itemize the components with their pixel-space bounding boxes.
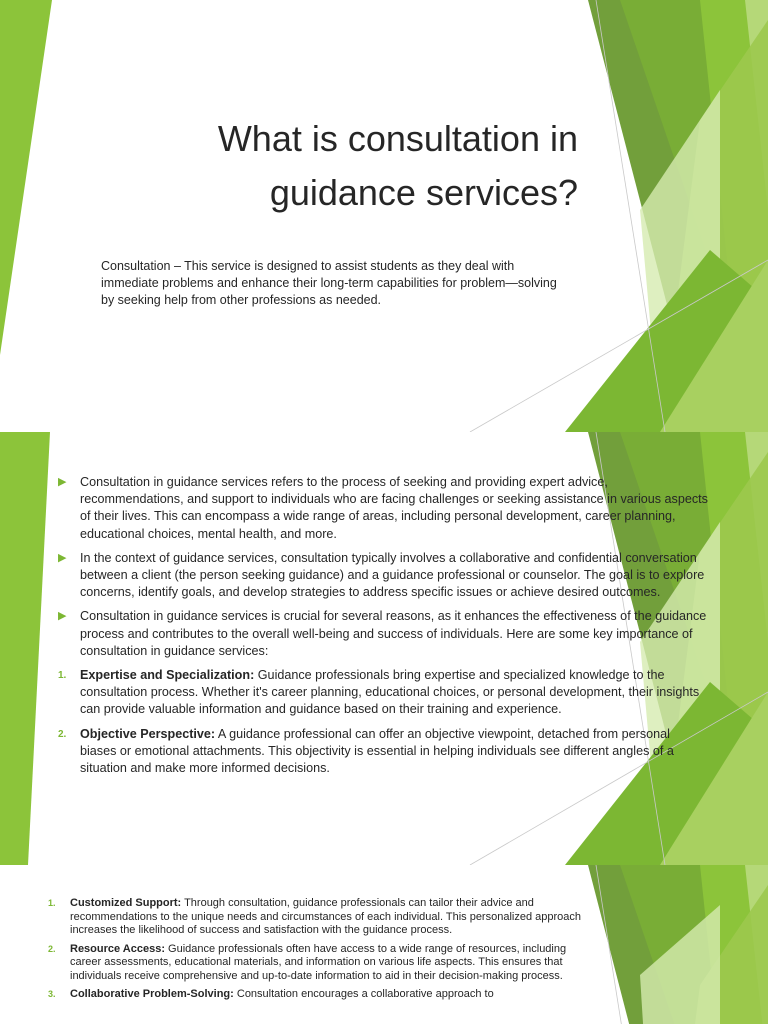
bullet-text: Consultation in guidance services is crucial for several reasons, as it enhances the effectiveness of the guidance process and contributes to the overall well-being and success of individuals. Here are some key importance of consultation in guidance services: xyxy=(80,609,707,658)
item-number: 3. xyxy=(48,989,56,999)
item-heading: Collaborative Problem-Solving: xyxy=(70,988,234,1000)
title-line-1: What is consultation in xyxy=(217,118,578,159)
item-text: Consultation encourages a collaborative approach to xyxy=(233,988,494,1000)
item-text: A guidance professional can offer an objective viewpoint, detached from personal biases or emotional attachments. This objectivity is essential in helping individuals see different angles of a situation and make more informed decisions. xyxy=(80,726,674,776)
numbered-item xyxy=(58,726,708,778)
bullet-item xyxy=(58,608,708,660)
item-heading: Expertise and Specialization: xyxy=(80,668,255,683)
item-text: Through consultation, guidance professionals can tailor their advice and recommendations to the unique needs and circumstances of each individual. This personalized approach increases the likelihood of success and satisfaction with the guidance process. xyxy=(70,897,581,936)
item-text: Guidance professionals bring expertise and specialized knowledge to the consultation process. Whether it's career planning, educational choices, or personal development, their insights can provide valuable information and guidance based on their training and experience. xyxy=(80,668,700,717)
numbered-item xyxy=(58,667,708,719)
numbered-item xyxy=(48,988,588,1002)
item-number: 1. xyxy=(48,898,56,908)
title-line-2: guidance services? xyxy=(269,172,578,213)
item-number: 1. xyxy=(58,670,67,682)
bullet-item xyxy=(58,474,708,543)
triangle-bullet-icon: ▶ xyxy=(58,551,67,564)
item-heading: Customized Support: xyxy=(70,897,182,909)
numbered-item xyxy=(48,943,588,984)
bullet-item xyxy=(58,550,708,602)
slide-1 xyxy=(0,0,768,432)
item-heading: Objective Perspective: xyxy=(80,726,216,741)
bullet-list xyxy=(58,474,708,784)
item-heading: Resource Access: xyxy=(70,942,165,955)
item-number: 2. xyxy=(58,728,67,740)
slide-title xyxy=(150,112,578,220)
intro-paragraph: Consultation – This service is designed to assist students as they deal with immediate problems and enhance their long-term capabilities for problem—solving by seeking help from other professions as needed. xyxy=(101,259,557,307)
item-text: Guidance professionals often have access to a wide range of resources, including career assessments, educational materials, and information on various life aspects. This ensures that individuals receive comprehensive and up-to-date information to aid in their decision-making process. xyxy=(70,942,567,982)
numbered-item xyxy=(48,897,588,938)
bullet-text: Consultation in guidance services refers to the process of seeking and providing expert advice, recommendations, and support to individuals who are facing challenges or seeking assistance in various aspects of their lives. This can encompass a wide range of areas, including personal development, career planning, educational choices, mental health, and more. xyxy=(80,475,708,541)
triangle-bullet-icon: ▶ xyxy=(58,476,67,488)
item-number: 2. xyxy=(48,943,56,954)
triangle-bullet-icon: ▶ xyxy=(58,610,67,623)
numbered-list xyxy=(48,897,588,1007)
bullet-text: In the context of guidance services, consultation typically involves a collaborative and confidential conversation between a client (the person seeking guidance) and a guidance professional or counselor. The goal is to explore concerns, identify goals, and develop strategies to address specific issues or achieve desired outcomes. xyxy=(80,550,705,600)
